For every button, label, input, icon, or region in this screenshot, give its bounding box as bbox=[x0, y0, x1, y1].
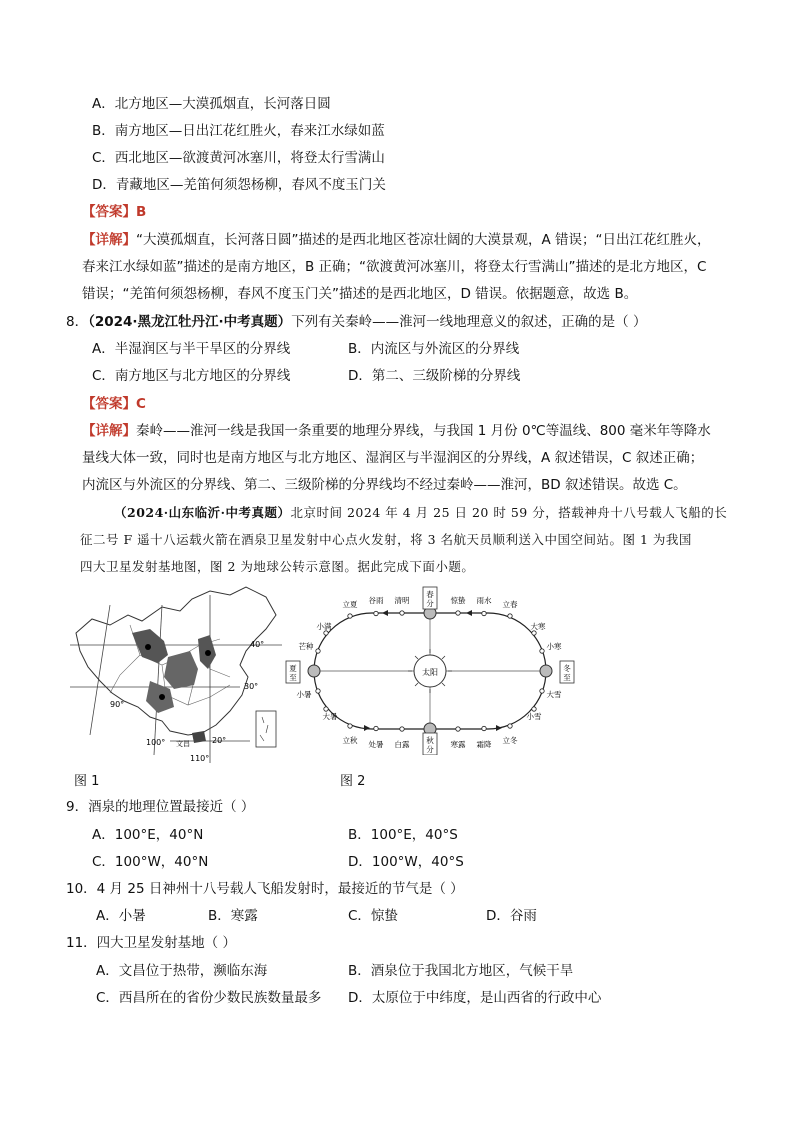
q10-option-a: A．小暑 bbox=[96, 908, 146, 924]
q10-option-b: B．寒露 bbox=[208, 908, 258, 924]
passage-line-1 bbox=[114, 503, 727, 523]
q10-option-d: D．谷雨 bbox=[486, 908, 537, 924]
term-right-1: 小寒 bbox=[546, 642, 562, 651]
q8-detail-line-1 bbox=[82, 421, 711, 441]
term-bottom-0: 立秋 bbox=[342, 736, 358, 745]
term-right-3: 小雪 bbox=[526, 712, 542, 721]
q9-option-a: A．100°E，40°N bbox=[92, 827, 204, 843]
term-top-4: 雨水 bbox=[476, 596, 492, 605]
lat-20-label: 20° bbox=[212, 736, 227, 745]
term-top-0: 立夏 bbox=[342, 600, 358, 609]
q9-option-c: C．100°W，40°N bbox=[92, 854, 209, 870]
term-chunfen-1: 春 bbox=[426, 590, 434, 599]
passage-text: 北京时间 2024 年 4 月 25 日 20 时 59 分，搭载神舟十八号载人飞船的长 bbox=[290, 505, 728, 520]
q8-detail-line-3: 内流区与外流区的分界线、第二、三级阶梯的分界线均不经过秦岭——淮河，BD 叙述错误。故选 C。 bbox=[82, 477, 687, 493]
term-xiazhi: 夏至 bbox=[289, 664, 297, 682]
term-chunfen bbox=[426, 589, 434, 608]
lon-100-label: 100° bbox=[146, 738, 166, 747]
earth-revolution-figure bbox=[284, 585, 576, 755]
term-qiufen: 秋分 bbox=[426, 736, 434, 754]
lat-40-label: 40° bbox=[250, 640, 265, 649]
q7-answer bbox=[82, 202, 146, 222]
detail-label: 【详解】 bbox=[82, 232, 136, 248]
term-left-1: 芒种 bbox=[298, 642, 314, 651]
answer-label: 【答案】 bbox=[82, 204, 136, 220]
q8-option-c: C．南方地区与北方地区的分界线 bbox=[92, 368, 291, 384]
q8-option-b: B．内流区与外流区的分界线 bbox=[348, 341, 520, 357]
passage-line-2: 征二号 F 遥十八运载火箭在酒泉卫星发射中心点火发射，将 3 名航天员顺利送入中国空间站。图 1 为我国 bbox=[80, 532, 692, 547]
lon-90-label: 90° bbox=[110, 700, 125, 709]
q8-source: （2024·黑龙江牡丹江·中考真题） bbox=[88, 314, 292, 330]
q8-stem bbox=[66, 312, 646, 332]
detail-label: 【详解】 bbox=[82, 423, 136, 439]
lat-30-label: 30° bbox=[244, 682, 259, 691]
term-left-2: 小暑 bbox=[296, 690, 312, 699]
term-top-2: 清明 bbox=[394, 596, 410, 605]
q7-detail-line-2: 春来江水绿如蓝”描述的是南方地区，B 正确；“欲渡黄河冰塞川，将登太行雪满山”描述的是北方地区，C bbox=[82, 259, 707, 275]
term-bottom-4: 霜降 bbox=[476, 740, 492, 749]
q11-option-a: A．文昌位于热带，濒临东海 bbox=[96, 963, 268, 979]
q11-option-c: C．西昌所在的省份少数民族数量最多 bbox=[96, 990, 322, 1006]
term-bottom-1: 处暑 bbox=[368, 740, 384, 749]
q7-option-c: C．西北地区—欲渡黄河冰塞川，将登太行雪满山 bbox=[92, 150, 385, 166]
term-top-3: 惊蛰 bbox=[450, 596, 466, 605]
q8-option-d: D．第二、三级阶梯的分界线 bbox=[348, 368, 521, 384]
passage-line-3: 四大卫星发射基地图，图 2 为地球公转示意图。据此完成下面小题。 bbox=[80, 559, 475, 574]
q11-option-b: B．酒泉位于我国北方地区，气候干旱 bbox=[348, 963, 574, 979]
q8-stem-text: 下列有关秦岭——淮河一线地理意义的叙述，正确的是（ ） bbox=[291, 314, 647, 330]
q9-option-d: D．100°W，40°S bbox=[348, 854, 464, 870]
q7-option-d: D．青藏地区—羌笛何须怨杨柳，春风不度玉门关 bbox=[92, 177, 386, 193]
term-chunfen-2: 分 bbox=[426, 599, 434, 608]
term-left-0: 小满 bbox=[316, 622, 332, 631]
q10-stem: 10．4 月 25 日神州十八号载人飞船发射时，最接近的节气是（ ） bbox=[66, 881, 464, 897]
q7-option-b: B．南方地区—日出江花红胜火，春来江水绿如蓝 bbox=[92, 123, 385, 139]
term-right-0: 大寒 bbox=[530, 622, 546, 631]
term-bottom-3: 寒露 bbox=[450, 740, 466, 749]
detail-text: “大漠孤烟直，长河落日圆”描述的是西北地区苍凉壮阔的大漠景观，A 错误；“日出江花红胜火， bbox=[136, 232, 711, 248]
term-bottom-2: 白露 bbox=[394, 740, 410, 749]
sun-label: 太阳 bbox=[422, 668, 438, 677]
lon-110-label: 110° bbox=[190, 754, 210, 763]
term-left-3: 大暑 bbox=[322, 712, 338, 721]
figure2-label: 图 2 bbox=[340, 774, 366, 789]
answer-value: C bbox=[136, 396, 146, 412]
term-top-1: 谷雨 bbox=[368, 596, 384, 605]
q8-detail-line-2: 量线大体一致，同时也是南方地区与北方地区、湿润区与半湿润区的分界线，A 叙述错误，C 叙述正确； bbox=[82, 450, 704, 466]
q11-option-d: D．太原位于中纬度，是山西省的行政中心 bbox=[348, 990, 602, 1006]
passage-source: （2024·山东临沂·中考真题） bbox=[114, 505, 291, 520]
q9-stem: 9．酒泉的地理位置最接近（ ） bbox=[66, 799, 255, 815]
q8-option-a: A．半湿润区与半干旱区的分界线 bbox=[92, 341, 291, 357]
q8-number: 8． bbox=[66, 314, 89, 330]
china-map-figure bbox=[70, 585, 282, 765]
term-right-2: 大雪 bbox=[546, 690, 562, 699]
answer-value: B bbox=[136, 204, 147, 220]
detail-text: 秦岭——淮河一线是我国一条重要的地理分界线，与我国 1 月份 0℃等温线、800 毫米年等降水 bbox=[136, 423, 711, 439]
q8-answer bbox=[82, 394, 146, 414]
answer-label: 【答案】 bbox=[82, 396, 136, 412]
q11-stem: 11．四大卫星发射基地（ ） bbox=[66, 935, 236, 951]
term-bottom-5: 立冬 bbox=[502, 736, 518, 745]
term-dongzhi: 冬至 bbox=[563, 664, 571, 682]
q7-option-a: A．北方地区—大漠孤烟直，长河落日圆 bbox=[92, 96, 331, 112]
q7-detail-line-3: 错误；“羌笛何须怨杨柳，春风不度玉门关”描述的是西北地区，D 错误。依据题意，故选 B。 bbox=[82, 286, 638, 302]
term-top-5: 立春 bbox=[502, 600, 518, 609]
q9-option-b: B．100°E，40°S bbox=[348, 827, 458, 843]
q7-detail-line-1 bbox=[82, 230, 711, 250]
figure1-label: 图 1 bbox=[74, 774, 100, 789]
q10-option-c: C．惊蛰 bbox=[348, 908, 398, 924]
wenchang-label: 文昌 bbox=[176, 740, 190, 748]
